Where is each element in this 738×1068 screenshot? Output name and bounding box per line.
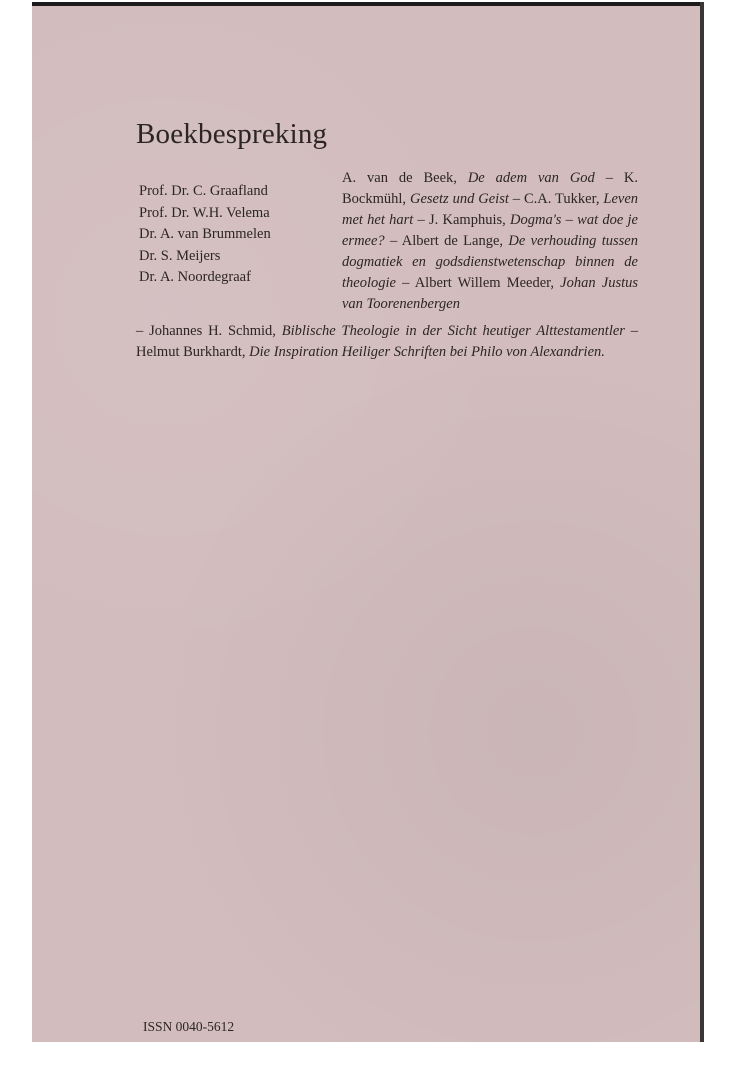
- review-author: A. van de Beek,: [342, 170, 468, 186]
- scan-edge-right: [700, 2, 704, 1042]
- review-author: – Johannes H. Schmid,: [136, 323, 282, 339]
- page-title: Boekbespreking: [136, 118, 328, 150]
- review-title: Die Inspiration Heiliger Schriften bei Philo von Alexandrien.: [249, 344, 605, 360]
- author-item: Dr. S. Meijers: [139, 247, 221, 264]
- review-title: Dogma's – wat doe je ermee?: [342, 212, 638, 249]
- review-author: – C.A. Tukker,: [508, 191, 604, 207]
- review-author: – Albert Willem Meeder,: [395, 275, 561, 291]
- author-list: [139, 181, 271, 289]
- author-item: Dr. A. van Brummelen: [139, 226, 271, 242]
- review-title: Gesetz und Geist: [409, 191, 509, 207]
- issn-number: ISSN 0040-5612: [143, 1019, 235, 1034]
- review-author: – J. Kamphuis,: [413, 212, 510, 228]
- review-author: – Helmut Burkhardt,: [136, 323, 638, 360]
- book-back-cover: [32, 6, 700, 1042]
- author-item: Prof. Dr. W.H. Velema: [139, 204, 270, 221]
- reviewed-books-text-continued: [136, 321, 638, 363]
- reviewed-books-text: [342, 168, 638, 315]
- review-author: – Albert de Lange,: [384, 233, 509, 249]
- author-item: Dr. A. Noordegraaf: [139, 269, 251, 285]
- review-title: Biblische Theologie in der Sicht heutiger Alttestamentler: [281, 323, 625, 339]
- review-title: Leven met het hart: [342, 191, 639, 228]
- review-author: – K. Bockmühl,: [342, 170, 638, 207]
- author-item: Prof. Dr. C. Graafland: [139, 183, 268, 199]
- review-title: De verhouding tussen dogmatiek en godsdienstwetenschap binnen de theologie: [342, 233, 638, 291]
- review-title: De adem van God: [467, 170, 595, 186]
- review-title: Johan Justus van Toorenenbergen: [342, 275, 639, 312]
